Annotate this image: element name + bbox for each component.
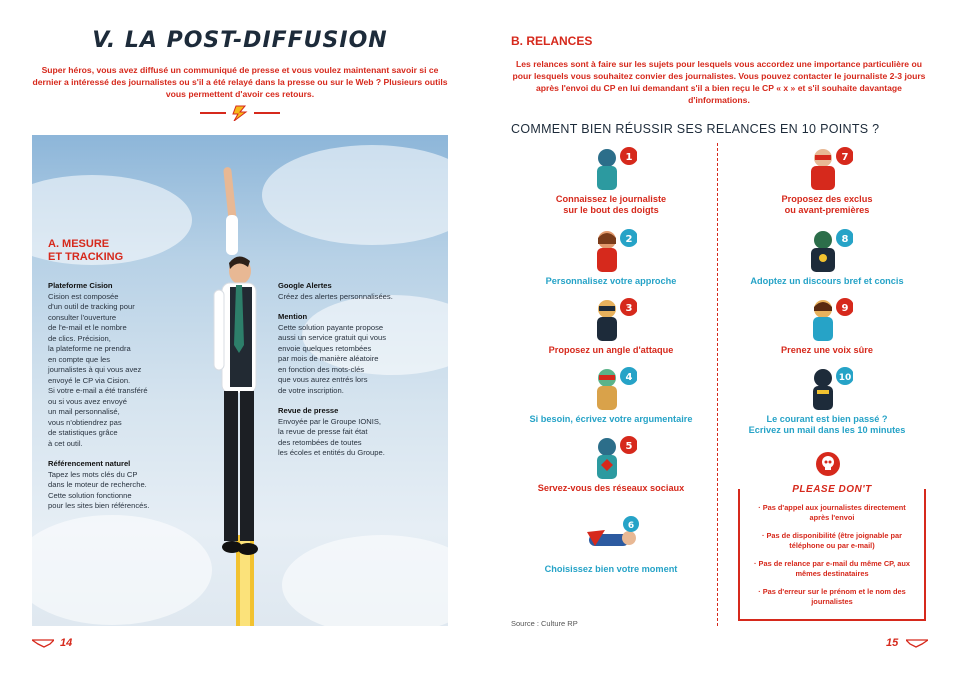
- page-number: 15: [886, 637, 899, 649]
- tip-item: [511, 146, 711, 216]
- list-item: · Pas de relance par e-mail du même CP, aux mêmes destinataires: [754, 559, 910, 578]
- tip-number: 6: [627, 521, 635, 531]
- tip-number: 2: [625, 234, 633, 245]
- tool-name: Plateforme Cision: [48, 281, 113, 290]
- tip-label: Prenez une voix sûre: [781, 345, 873, 355]
- superhero-icon: [801, 146, 853, 192]
- tip-item: [511, 228, 711, 287]
- tip-number: 3: [625, 303, 633, 314]
- tip-item: [727, 228, 927, 287]
- tool-description: Cette solution payante propose aussi un service gratuit qui vous envoie quelques retombées par mois de manière aléatoire en fonction des mots-clés que vous aurez entrés lors de votre inscription.: [278, 322, 387, 395]
- please-dont-list: [748, 503, 916, 615]
- section-title-relances: B. RELANCES: [511, 34, 593, 48]
- tip-item: [511, 435, 711, 494]
- superhero-icon: [585, 297, 637, 343]
- tip-number: 10: [838, 373, 852, 383]
- tip-label: Connaissez le journaliste sur le bout des doigts: [555, 194, 667, 215]
- tool-description: Envoyée par le Groupe IONIS, la revue de presse fait état des retombées de toutes les écoles et entités du Groupe.: [278, 416, 385, 457]
- tool-name: Référencement naturel: [48, 459, 131, 468]
- please-dont-title: [738, 484, 926, 495]
- relances-intro: Les relances sont à faire sur les sujets pour lesquels vous accordez une importance particulière ou pour lesquels vous souhaitez convier des journalistes. Vous pouvez contacter le journaliste 2-3 jours après l'envoi du CP en lui demandant s'il a bien reçu le CP « x » et s'il souhaite davantage d'informations.: [512, 59, 926, 105]
- tool-description: Cision est composée d'un outil de tracking pour consulter l'ouverture de l'e-mail et le nombre de clics. Précision, la plateforme ne prendra en compte que les journalistes à qui vous avez envoyé le CP via Cision. Si votre e-mail a été transféré ou si vous avez envoyé un mail personnalisé, vous n'obtiendrez pas de statistiques grâce à cet outil.: [48, 291, 148, 448]
- tip-label: Servez-vous des réseaux sociaux: [537, 483, 685, 493]
- superhero-icon: [801, 366, 853, 412]
- tools-left-column: [48, 281, 198, 522]
- tip-item: [727, 146, 927, 216]
- tool-name: Google Alertes: [278, 281, 332, 290]
- list-item: · Pas d'appel aux journalistes directement après l'envoi: [758, 503, 906, 522]
- tip-number: 1: [625, 152, 633, 163]
- lightning-bolt-icon: [200, 105, 280, 121]
- tip-label: Proposez un angle d'attaque: [548, 345, 674, 355]
- superhero-icon: [585, 435, 637, 481]
- tip-label: Choisissez bien votre moment: [544, 564, 678, 574]
- ten-points-heading: COMMENT BIEN RÉUSSIR SES RELANCES EN 10 POINTS ?: [511, 122, 880, 136]
- superhero-icon: [585, 228, 637, 274]
- page-number: 14: [60, 637, 73, 649]
- tip-item: [727, 297, 927, 356]
- source-note: Source : Culture RP: [511, 619, 578, 628]
- tool-description: Créez des alertes personnalisées.: [278, 291, 393, 301]
- tip-item: [727, 366, 927, 436]
- tip-number: 5: [625, 441, 633, 452]
- wing-icon: [906, 639, 928, 648]
- dashed-divider: [717, 143, 718, 626]
- tip-number: 7: [841, 152, 849, 163]
- intro-text: Super héros, vous avez diffusé un communiqué de presse et vous voulez maintenant savoir si ce dernier a intéressé des journalistes ou s'il a été relayé dans la presse ou sur le Web ? Plusieurs outils vous permettent d'avoir ces retours.: [32, 65, 448, 99]
- hero-photo-panel: [32, 135, 448, 626]
- tip-item: [511, 297, 711, 356]
- superhero-icon: [801, 297, 853, 343]
- tip-label: Adoptez un discours bref et concis: [750, 276, 904, 286]
- superhero-icon: [575, 516, 647, 562]
- tools-right-column: [278, 281, 443, 469]
- list-item: · Pas d'erreur sur le prénom et le nom des journalistes: [758, 587, 906, 606]
- section-title-mesure: A. MESURE ET TRACKING: [48, 238, 124, 263]
- tip-label: Le courant est bien passé ? Ecrivez un mail dans les 10 minutes: [748, 414, 906, 435]
- superhero-icon: [801, 228, 853, 274]
- tip-item: [511, 366, 711, 425]
- please-dont-title-text: PLEASE DON'T: [786, 484, 878, 495]
- tip-number: 4: [625, 372, 633, 383]
- list-item: · Pas de disponibilité (être joignable par téléphone ou par e-mail): [761, 531, 903, 550]
- tip-label: Si besoin, écrivez votre argumentaire: [529, 414, 693, 424]
- tool-name: Revue de presse: [278, 406, 339, 415]
- tip-item: [511, 516, 711, 575]
- wing-icon: [32, 639, 54, 648]
- skull-icon: [816, 452, 840, 476]
- page-title: V. LA POST-DIFFUSION: [92, 28, 388, 53]
- superhero-icon: [585, 366, 637, 412]
- tip-number: 9: [841, 303, 849, 314]
- tip-label: Personnalisez votre approche: [545, 276, 677, 286]
- tip-number: 8: [841, 234, 849, 245]
- tool-description: Tapez les mots clés du CP dans le moteur de recherche. Cette solution fonctionne pour les sites bien référencés.: [48, 469, 150, 510]
- superhero-icon: [585, 146, 637, 192]
- tool-name: Mention: [278, 312, 308, 321]
- tip-label: Proposez des exclus ou avant-premières: [781, 194, 873, 215]
